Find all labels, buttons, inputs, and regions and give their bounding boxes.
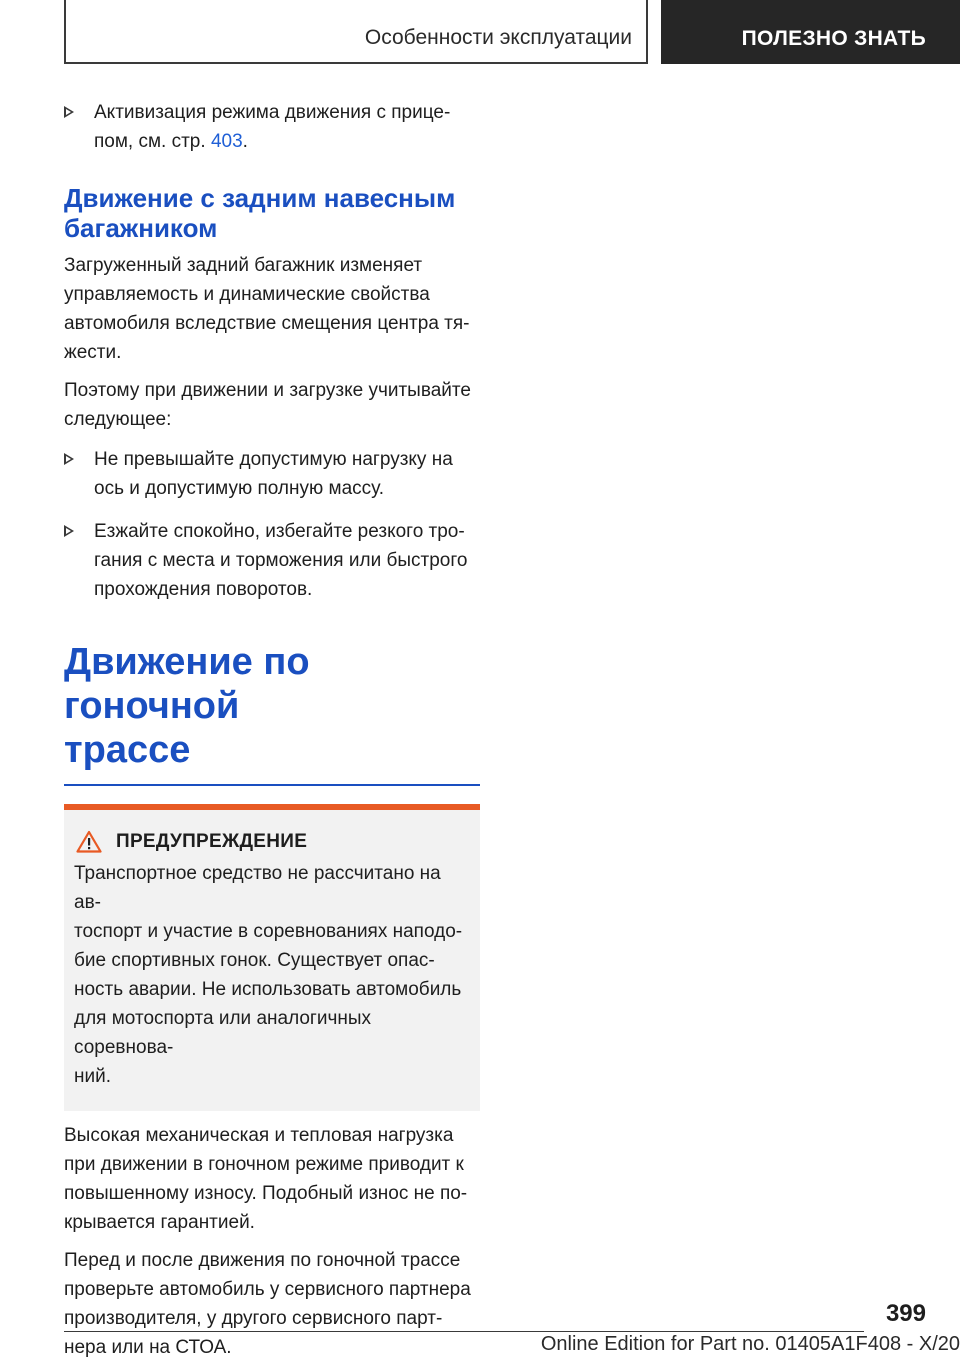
warning-title: ПРЕДУПРЕЖДЕНИЕ xyxy=(116,830,308,852)
bullet-text-line: ось и допустимую полную массу. xyxy=(94,478,385,499)
warning-header xyxy=(76,830,470,853)
edition-note: Online Edition for Part no. 01405A1F408 - X/20 xyxy=(540,1333,960,1355)
paragraph xyxy=(64,251,480,367)
heading-line: Движение по гоночной xyxy=(64,641,310,727)
warning-box xyxy=(64,804,480,1111)
text-line: Загруженный задний багажник изменяет xyxy=(64,255,423,276)
page-reference-link[interactable]: 403 xyxy=(210,131,243,152)
header-chapter-title: ПОЛЕЗНО ЗНАТЬ xyxy=(741,27,926,50)
text-line: проверьте автомобиль у сервисного партнера xyxy=(64,1279,471,1300)
text-line: нера или на СТОА. xyxy=(64,1337,232,1358)
text-line: ний. xyxy=(74,1066,111,1087)
text-line: ность аварии. Не использовать автомобиль xyxy=(74,979,462,1000)
bullet-text-line: гания с места и торможения или быстрого xyxy=(94,550,468,571)
text-line: при движении в гоночном режиме приводит к xyxy=(64,1154,464,1175)
bullet-text-part: . xyxy=(242,131,248,152)
paragraph xyxy=(64,1121,480,1237)
text-line: повышенному износу. Подобный износ не по- xyxy=(64,1183,468,1204)
text-line: тоспорт и участие в соревнованиях наподо- xyxy=(74,921,463,942)
text-line: производителя, у другого сервисного парт- xyxy=(64,1308,443,1329)
text-line: бие спортивных гонок. Существует опас- xyxy=(74,950,435,971)
bullet-triangle-icon xyxy=(64,106,74,118)
warning-text xyxy=(74,859,470,1091)
section-heading-roof-rack xyxy=(64,183,480,243)
paragraph xyxy=(64,376,480,434)
text-line: управляемость и динамические свойства xyxy=(64,284,430,305)
heading-line: багажником xyxy=(64,213,218,243)
page-number: 399 xyxy=(885,1300,926,1327)
bullet-text-line xyxy=(94,127,480,156)
text-line: следующее: xyxy=(64,409,172,430)
heading-line: трассе xyxy=(64,729,191,771)
list-item xyxy=(64,98,480,156)
text-line: Поэтому при движении и загрузке учитывайте xyxy=(64,380,471,401)
header-section-title: Особенности эксплуатации xyxy=(364,26,632,49)
header-section-tab xyxy=(64,0,648,64)
footer-rule xyxy=(64,1331,864,1332)
list-item xyxy=(64,445,480,503)
text-line: жести. xyxy=(64,342,122,363)
section-heading-race-track xyxy=(64,640,480,772)
main-column xyxy=(64,98,480,1362)
heading-line: Движение с задним навесным xyxy=(64,183,456,213)
text-line: Высокая механическая и тепловая нагрузка xyxy=(64,1125,454,1146)
bullet-triangle-icon xyxy=(64,525,74,537)
text-line: автомобиля вследствие смещения центра тя- xyxy=(64,313,470,334)
header-chapter-tab xyxy=(661,0,960,64)
bullet-text-line: прохождения поворотов. xyxy=(94,579,313,600)
bullet-text-line: Активизация режима движения с прице- xyxy=(94,102,451,123)
bullet-text-part: пом, см. стр. xyxy=(94,131,211,152)
bullet-text-line: Не превышайте допустимую нагрузку на xyxy=(94,449,453,470)
text-line: Транспортное средство не рассчитано на ав- xyxy=(74,863,441,913)
text-line: Перед и после движения по гоночной трассе xyxy=(64,1250,461,1271)
warning-triangle-icon xyxy=(76,830,102,853)
text-line: для мотоспорта или аналогичных соревнова- xyxy=(74,1008,372,1058)
list-item xyxy=(64,517,480,604)
bullet-text-line: Езжайте спокойно, избегайте резкого тро- xyxy=(94,521,465,542)
text-line: крывается гарантией. xyxy=(64,1212,255,1233)
paragraph xyxy=(64,1246,480,1362)
bullet-triangle-icon xyxy=(64,453,74,465)
